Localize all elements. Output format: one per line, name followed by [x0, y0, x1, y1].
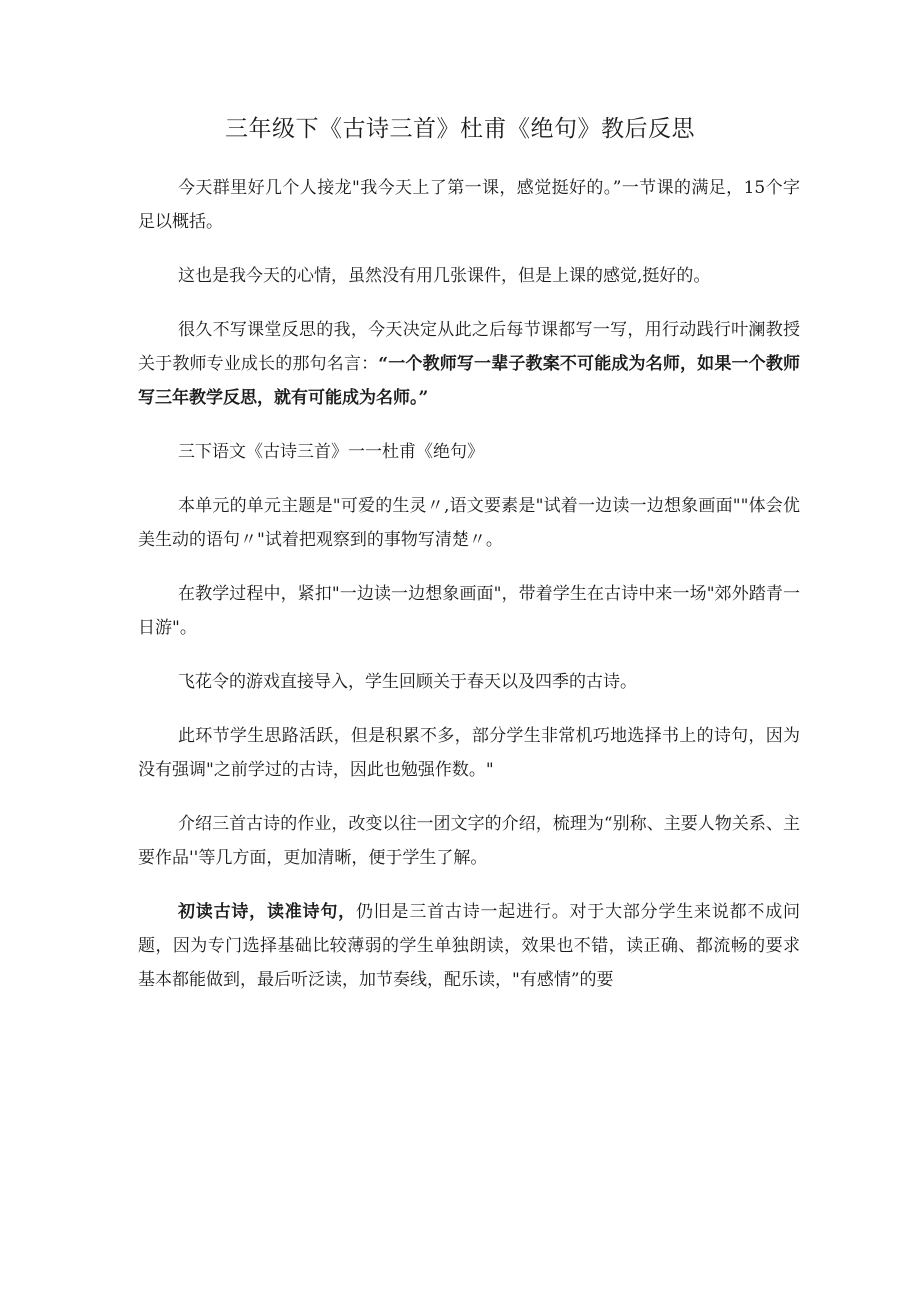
paragraph-text: 很久不写课堂反思的我，今天决定从此之后每节课都写一写，用行动践行叶澜教授关于教师专业成长的那句名言：: [138, 320, 800, 374]
paragraph-text: 这也是我今天的心情，虽然没有用几张课件，但是上课的感觉,挺好的。: [178, 266, 711, 286]
paragraph-text: 介绍三首古诗的作业，改变以往一团文字的介绍，梳理为“别称、主要人物关系、主要作品''等几方面，更加清晰，便于学生了解。: [138, 814, 800, 868]
paragraph-text: 三下语文《古诗三首》一一杜甫《绝句》: [178, 442, 484, 462]
paragraph-text: 此环节学生思路活跃，但是积累不多，部分学生非常机巧地选择书上的诗句，因为没有强调"之前学过的古诗，因此也勉强作数。": [138, 726, 800, 780]
paragraph: [138, 807, 800, 875]
paragraph-text: 今天群里好几个人接龙"我今天上了第一课，感觉挺好的。”一节课的满足，15个字足以概括。: [138, 178, 800, 232]
paragraph: [138, 665, 800, 699]
paragraph-text: 在教学过程中，紧扣"一边读一边想象画面"，带着学生在古诗中来一场"郊外踏青一日游"。: [138, 584, 800, 638]
paragraph-text: 本单元的单元主题是"可爱的生灵〃,语文要素是"试着一边读一边想象画面""体会优美生动的语句〃"试着把观察到的事物写清楚〃。: [138, 496, 800, 550]
paragraph: [138, 435, 800, 469]
document-body: [138, 171, 800, 997]
paragraph-bold-lead: 初读古诗，读准诗句，: [178, 902, 356, 922]
document-title: 三年级下《古诗三首》杜甫《绝句》教后反思: [225, 116, 695, 142]
paragraph: [138, 719, 800, 787]
paragraph: [138, 171, 800, 239]
paragraph-text: 仍旧是三首古诗一起进行。对于大部分学生来说都不成问题，因为专门选择基础比较薄弱的学生单独朗读，效果也不错，读正确、都流畅的要求基本都能做到，最后听泛读，加节奏线，配乐读，"有感情”的要: [138, 902, 801, 990]
paragraph: [138, 313, 800, 415]
famous-quote: “一个教师写一辈子教案不可能成为名师，如果一个教师写三年教学反思，就有可能成为名师。”: [138, 354, 801, 408]
paragraph: [138, 489, 800, 557]
paragraph: [138, 895, 800, 997]
paragraph: [138, 577, 800, 645]
paragraph-text: 飞花令的游戏直接导入，学生回顾关于春天以及四季的古诗。: [178, 672, 637, 692]
paragraph: [138, 259, 800, 293]
